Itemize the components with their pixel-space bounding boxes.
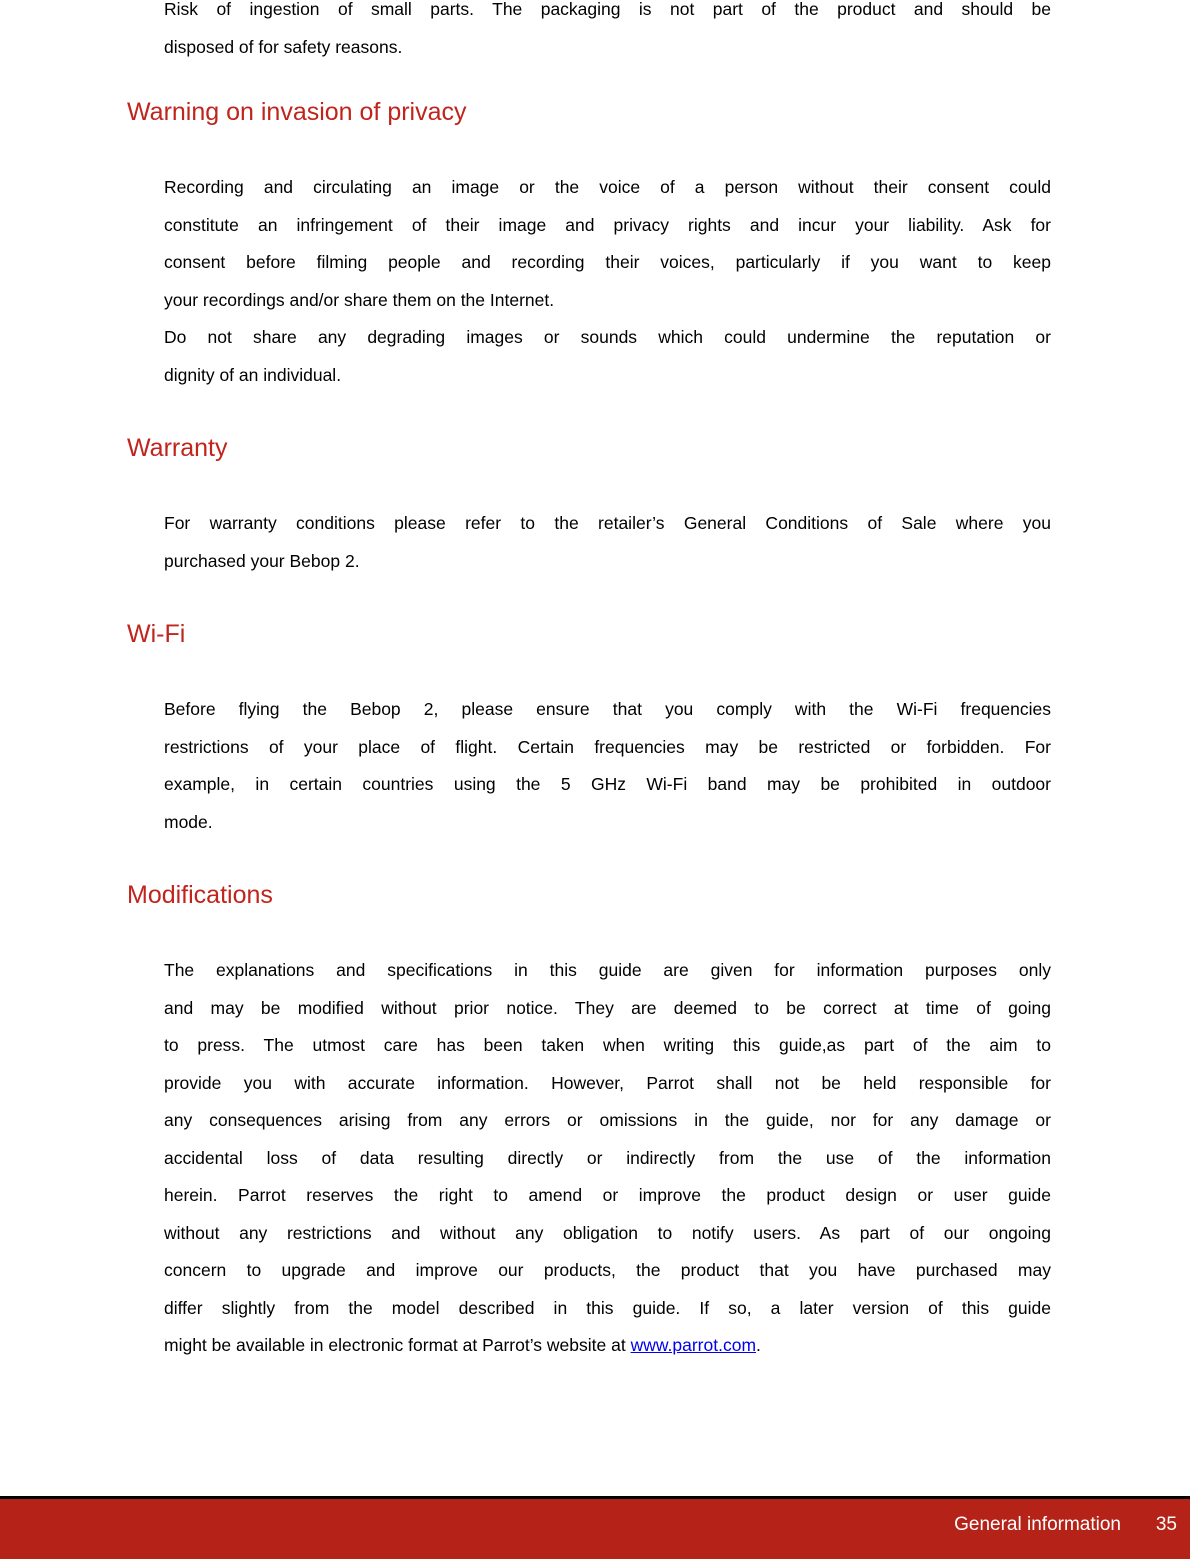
text-line: herein. Parrot reserves the right to amend or improve the product design or user guide (164, 1185, 1051, 1205)
text-line: to press. The utmost care has been taken when writing this guide,as part of the aim to (164, 1035, 1051, 1055)
text-line: Do not share any degrading images or sounds which could undermine the reputation or (164, 327, 1051, 347)
text-segment: . (756, 1335, 761, 1355)
paragraph-wifi (164, 691, 1051, 841)
text-segment: might be available in electronic format at Parrot’s website at (164, 1335, 631, 1355)
text-line: The explanations and specifications in this guide are given for information purposes only (164, 960, 1051, 980)
text-line (164, 1327, 1051, 1365)
text-line: concern to upgrade and improve our products, the product that you have purchased may (164, 1260, 1051, 1280)
text-line: For warranty conditions please refer to the retailer’s General Conditions of Sale where you (164, 513, 1051, 533)
paragraph-warranty (164, 505, 1051, 580)
page-footer (0, 1499, 1190, 1559)
text-line: purchased your Bebop 2. (164, 550, 360, 571)
paragraph-modifications (164, 952, 1051, 1365)
paragraph-small-parts (164, 0, 1051, 66)
text-line: differ slightly from the model described in this guide. If so, a later version of this guide (164, 1297, 1051, 1318)
parrot-website-link[interactable]: www.parrot.com (630, 1335, 757, 1355)
heading-privacy: Warning on invasion of privacy (127, 98, 467, 126)
heading-modifications: Modifications (127, 881, 273, 909)
text-line: any consequences arising from any errors or omissions in the guide, nor for any damage or (164, 1110, 1051, 1130)
text-line: Recording and circulating an image or the voice of a person without their consent could (164, 177, 1051, 197)
text-line: mode. (164, 811, 213, 832)
text-line: disposed of for safety reasons. (164, 36, 403, 57)
heading-wifi: Wi-Fi (127, 620, 186, 648)
text-line: dignity of an individual. (164, 364, 342, 385)
heading-warranty: Warranty (127, 434, 228, 462)
text-line: Before flying the Bebop 2, please ensure that you comply with the Wi-Fi frequencies (164, 699, 1051, 719)
text-line: Risk of ingestion of small parts. The packaging is not part of the product and should be (164, 0, 1051, 19)
text-line: consent before filming people and recording their voices, particularly if you want to keep (164, 252, 1051, 272)
page-number: 35 (1155, 1514, 1177, 1535)
text-line: example, in certain countries using the 5 GHz Wi-Fi band may be prohibited in outdoor (164, 774, 1051, 794)
text-line: constitute an infringement of their image and privacy rights and incur your liability. Ask for (164, 214, 1051, 235)
footer-section-title: General information (954, 1514, 1121, 1535)
paragraph-privacy (164, 169, 1051, 394)
text-line: accidental loss of data resulting directly or indirectly from the use of the information (164, 1147, 1051, 1168)
text-line: and may be modified without prior notice. They are deemed to be correct at time of going (164, 997, 1051, 1018)
text-line: restrictions of your place of flight. Certain frequencies may be restricted or forbidden. For (164, 736, 1051, 757)
text-line: your recordings and/or share them on the Internet. (164, 289, 555, 310)
text-line: without any restrictions and without any obligation to notify users. As part of our ongoing (164, 1222, 1051, 1243)
text-line: provide you with accurate information. However, Parrot shall not be held responsible for (164, 1072, 1051, 1093)
